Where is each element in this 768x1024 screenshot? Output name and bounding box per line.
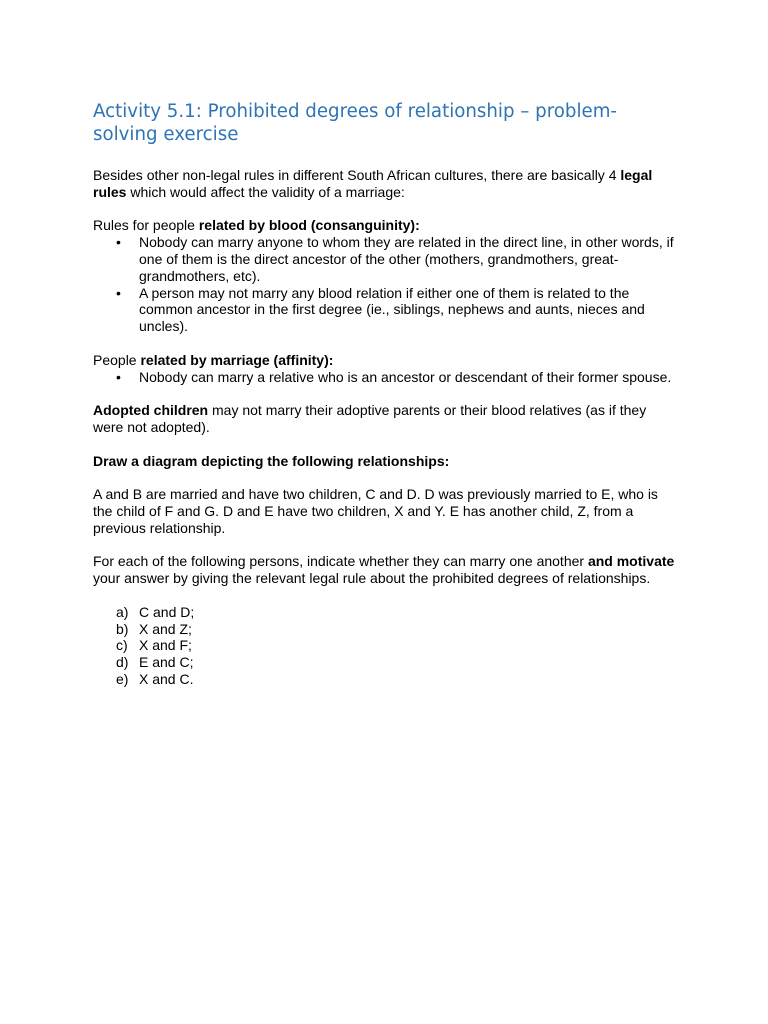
task-paragraph <box>93 553 678 587</box>
question-item <box>93 654 678 671</box>
question-marker: e) <box>116 670 129 687</box>
affinity-rules-heading <box>93 352 678 369</box>
blood-rules-bold: related by blood (consanguinity): <box>198 217 420 234</box>
affinity-rules-prefix: People <box>93 351 141 368</box>
blood-rules-prefix: Rules for people <box>93 217 199 234</box>
task-text-end: your answer by giving the relevant legal rule about the prohibited degrees of relationships. <box>93 570 651 587</box>
question-item <box>93 621 678 638</box>
activity-heading: Activity 5.1: Prohibited degrees of relationship – problem-solving exercise <box>93 101 617 145</box>
question-marker: b) <box>116 620 129 637</box>
spacer <box>93 335 678 352</box>
adopted-bold: Adopted children <box>93 402 209 419</box>
list-item-text: A person may not marry any blood relation if either one of them is related to the common ancestor in the first degree (ie., siblings, nephews and aunts, nieces and uncles). <box>139 284 645 335</box>
list-item <box>93 234 678 284</box>
instruction-bold: Draw a diagram depicting the following relationships: <box>93 452 450 469</box>
spacer <box>93 436 678 453</box>
question-text: X and Z; <box>139 620 192 637</box>
bullet-icon: • <box>116 368 121 385</box>
intro-paragraph <box>93 167 678 201</box>
spacer <box>93 537 678 554</box>
task-text: For each of the following persons, indicate whether they can marry one another <box>93 553 588 570</box>
bullet-icon: • <box>116 284 121 301</box>
bullet-icon: • <box>116 234 121 251</box>
spacer <box>93 201 678 218</box>
question-text: C and D; <box>139 603 195 620</box>
list-item-text: Nobody can marry a relative who is an ancestor or descendant of their former spouse. <box>139 368 672 385</box>
spacer <box>93 385 678 402</box>
list-item <box>93 285 678 335</box>
questions-list <box>93 604 678 688</box>
adopted-paragraph <box>93 402 678 436</box>
question-marker: d) <box>116 654 129 671</box>
question-text: E and C; <box>139 654 194 671</box>
task-bold: and motivate <box>587 553 675 570</box>
spacer <box>93 587 678 604</box>
list-item-text: Nobody can marry anyone to whom they are related in the direct line, in other words, if one of them is the direct ancestor of the other (mothers, grandmothers, great-grandmothers, etc). <box>139 234 674 284</box>
intro-bold: legal rules <box>93 167 653 200</box>
spacer <box>93 469 678 486</box>
question-marker: c) <box>116 637 128 654</box>
intro-text-end: which would affect the validity of a marriage: <box>126 183 405 200</box>
blood-rules-heading <box>93 217 678 234</box>
blood-rules-list <box>93 234 678 335</box>
question-marker: a) <box>116 603 129 620</box>
list-item <box>93 369 678 386</box>
question-item <box>93 637 678 654</box>
affinity-rules-list <box>93 369 678 386</box>
document-page <box>93 100 678 688</box>
question-item <box>93 604 678 621</box>
question-text: X and C. <box>139 670 194 687</box>
instruction-paragraph <box>93 453 678 470</box>
question-text: X and F; <box>139 637 192 654</box>
question-item <box>93 671 678 688</box>
adopted-text: may not marry their adoptive parents or their blood relatives (as if they were not adopted). <box>93 402 647 435</box>
intro-text: Besides other non-legal rules in different South African cultures, there are basically 4 <box>93 167 621 183</box>
scenario-paragraph: A and B are married and have two children, C and D. D was previously married to E, who is the child of F and G. D and E have two children, X and Y. E has another child, Z, from a previous relationship. <box>93 486 658 536</box>
affinity-rules-bold: related by marriage (affinity): <box>140 351 334 368</box>
